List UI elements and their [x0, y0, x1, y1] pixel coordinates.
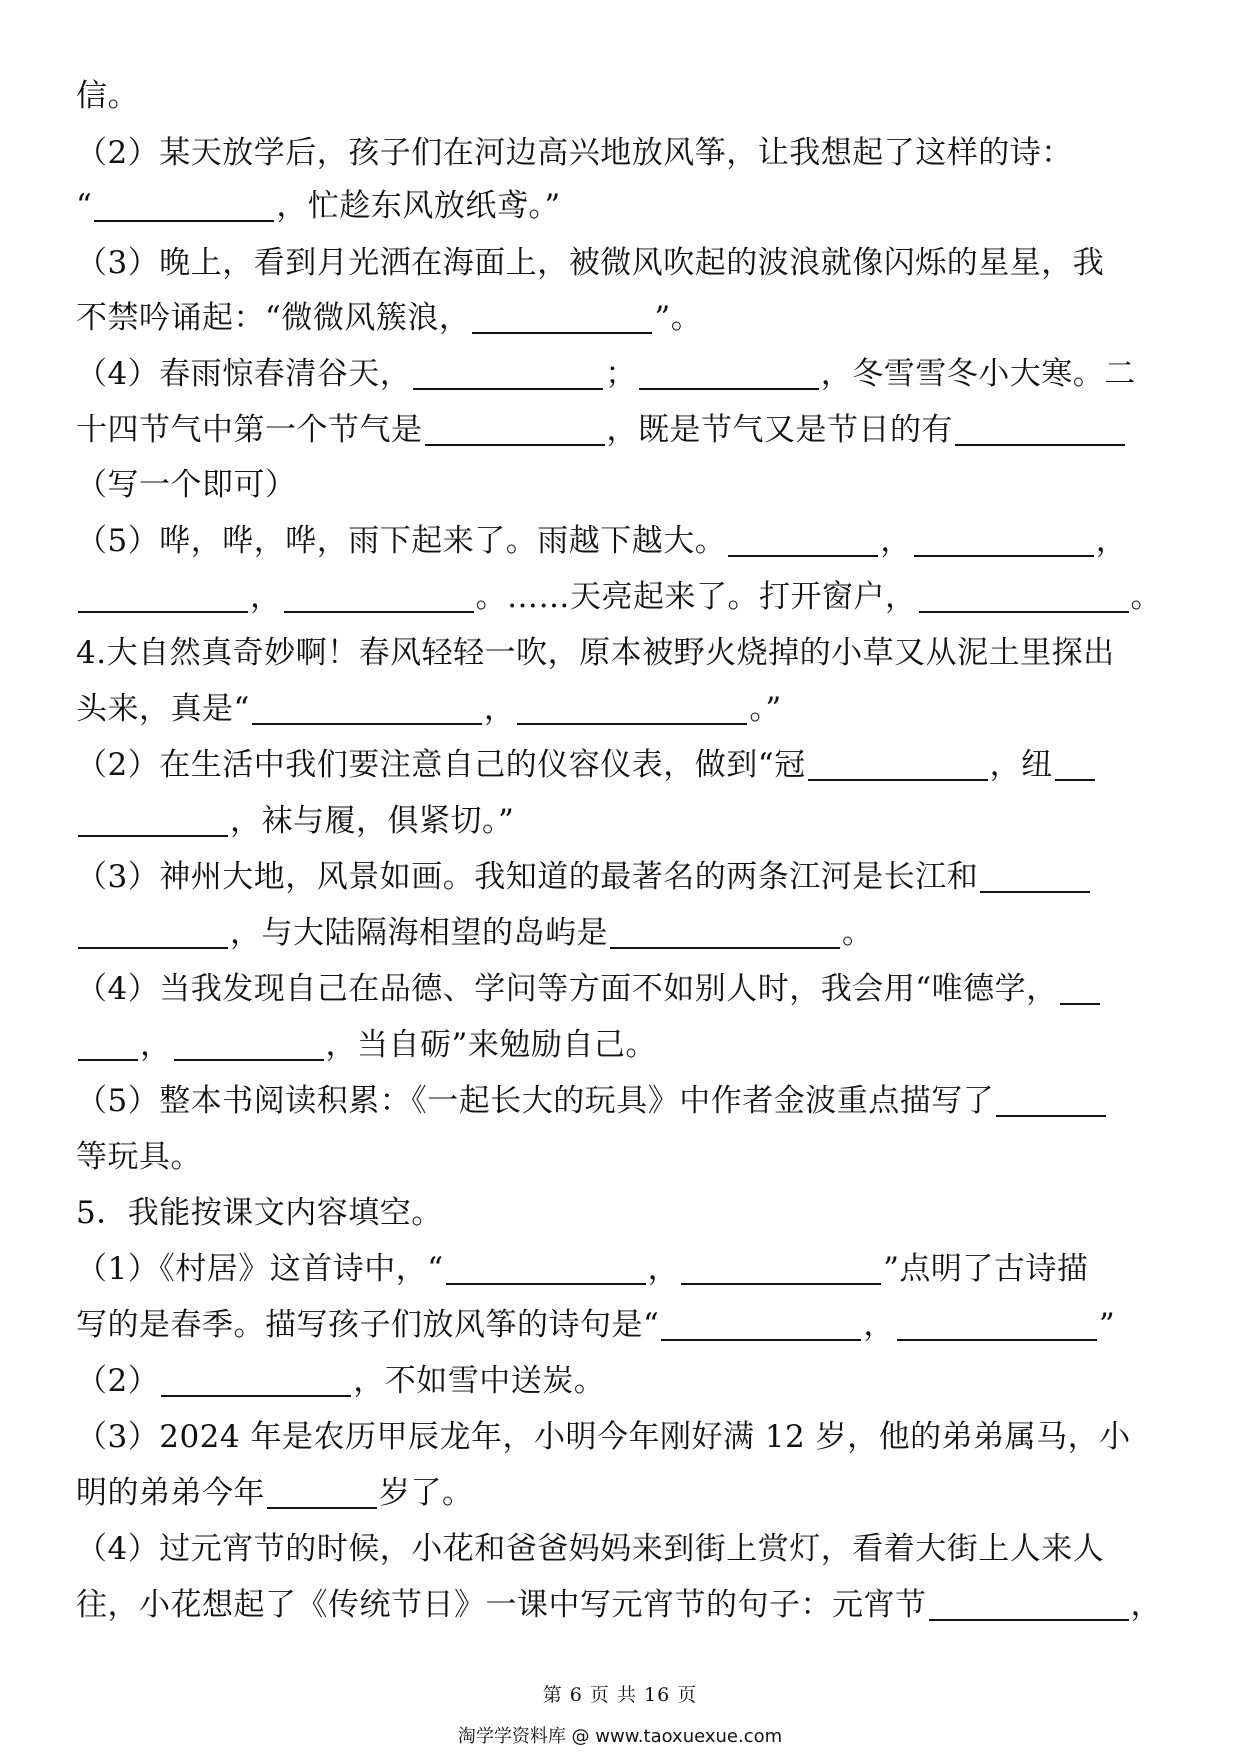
page-number: 第 6 页 共 16 页 [542, 1684, 698, 1706]
answer-blank[interactable] [78, 805, 228, 837]
text-line: 明的弟弟今年 岁了。 [76, 1475, 474, 1511]
text-line: （1）《村居》这首诗中，“ ， ”点明了古诗描 [76, 1251, 1089, 1287]
answer-blank[interactable] [728, 525, 878, 557]
answer-blank[interactable] [980, 861, 1090, 893]
text-line: （5）哗，哗，哗，雨下起来了。雨越下越大。 ， ， [76, 523, 1128, 559]
text-line: “ ，忙趁东风放纸鸢。” [76, 188, 561, 224]
text-line: （3）晚上，看到月光洒在海面上，被微风吹起的波浪就像闪烁的星星，我 [76, 245, 1105, 281]
text-line: ， 。……天亮起来了。打开窗户， 。 [76, 577, 1166, 617]
answer-blank[interactable] [929, 1589, 1129, 1621]
text-line: （2） ，不如雪中送炭。 [76, 1363, 606, 1399]
answer-blank[interactable] [517, 693, 747, 725]
section-heading: 5．我能按课文内容填空。 [76, 1195, 443, 1231]
text-line: （4）当我发现自己在品德、学问等方面不如别人时，我会用“唯德学， [76, 969, 1166, 1009]
text-line: ， ，当自砺”来勉励自己。 [76, 1025, 1166, 1065]
text-line: 信。 [76, 78, 139, 114]
text-line: （写一个即可） [76, 467, 297, 503]
answer-blank[interactable] [446, 1253, 646, 1285]
answer-blank[interactable] [94, 190, 274, 222]
answer-blank[interactable] [472, 302, 652, 334]
text-line: （5）整本书阅读积累：《一起长大的玩具》中作者金波重点描写了 [76, 1081, 1166, 1121]
answer-blank[interactable] [252, 693, 482, 725]
text-line: 往，小花想起了《传统节日》一课中写元宵节的句子：元宵节 ， [76, 1587, 1162, 1623]
text-line: 写的是春季。描写孩子们放风筝的诗句是“ ， ” [76, 1307, 1116, 1343]
answer-blank[interactable] [78, 581, 248, 613]
answer-blank[interactable] [914, 525, 1094, 557]
answer-blank[interactable] [610, 917, 840, 949]
text-line: （4）过元宵节的时候，小花和爸爸妈妈来到街上赏灯，看着大街上人来人 [76, 1531, 1105, 1567]
text-line: ，与大陆隔海相望的岛屿是 。 [76, 913, 1166, 953]
answer-blank[interactable] [996, 1085, 1106, 1117]
answer-blank[interactable] [174, 1029, 324, 1061]
answer-blank[interactable] [78, 1029, 138, 1061]
answer-blank[interactable] [1055, 749, 1095, 781]
answer-blank[interactable] [78, 917, 228, 949]
text-line: （2）在生活中我们要注意自己的仪容仪表，做到“冠 ，纽 [76, 745, 1166, 785]
answer-blank[interactable] [413, 358, 603, 390]
answer-blank[interactable] [808, 749, 988, 781]
text-line: 4.大自然真奇妙啊！春风轻轻一吹，原本被野火烧掉的小草又从泥土里探出 [76, 635, 1115, 671]
text-line: 头来，真是“ ， 。” [76, 691, 782, 727]
answer-blank[interactable] [897, 1309, 1097, 1341]
answer-blank[interactable] [639, 358, 819, 390]
answer-blank[interactable] [955, 414, 1125, 446]
text-line: （4）春雨惊春清谷天， ； ，冬雪雪冬小大寒。二 [76, 356, 1136, 392]
text-line: （3）2024 年是农历甲辰龙年，小明今年刚好满 12 岁，他的弟弟属马，小 [76, 1419, 1131, 1455]
text-line: 不禁吟诵起：“微微风簇浪， ”。 [76, 300, 703, 336]
text-line: 等玩具。 [76, 1139, 202, 1175]
text-line: （3）神州大地，风景如画。我知道的最著名的两条江河是长江和 [76, 857, 1166, 897]
answer-blank[interactable] [1060, 973, 1100, 1005]
text-line: ，袜与履，俱紧切。” [76, 801, 1166, 841]
answer-blank[interactable] [681, 1253, 881, 1285]
answer-blank[interactable] [284, 581, 474, 613]
answer-blank[interactable] [267, 1477, 377, 1509]
answer-blank[interactable] [919, 581, 1129, 613]
site-watermark: 淘学学资料库 @ www.taoxuexue.com [457, 1726, 783, 1747]
answer-blank[interactable] [425, 414, 605, 446]
answer-blank[interactable] [161, 1365, 351, 1397]
text-line: 十四节气中第一个节气是 ，既是节气又是节日的有 [76, 410, 1166, 450]
text-line: （2）某天放学后，孩子们在河边高兴地放风筝，让我想起了这样的诗： [76, 135, 1073, 171]
answer-blank[interactable] [661, 1309, 861, 1341]
